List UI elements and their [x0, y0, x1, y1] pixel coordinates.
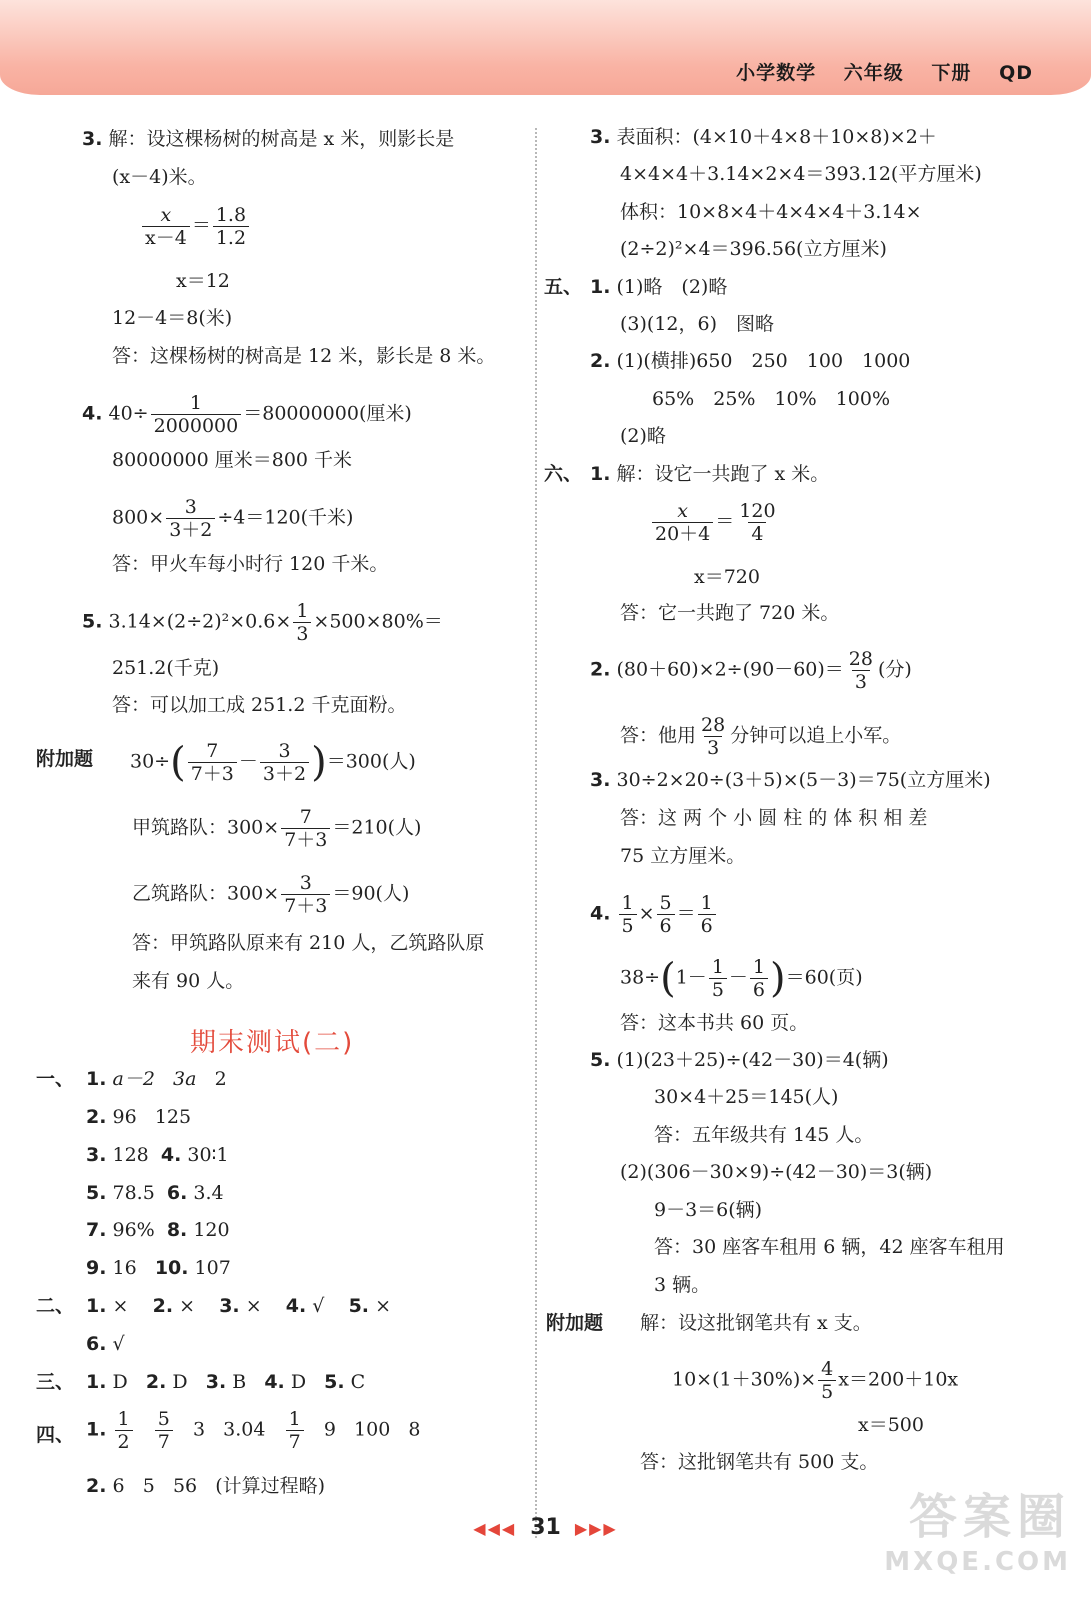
left-q3-calc: 12－4＝8(米): [112, 307, 233, 329]
left-q5-line2: 251.2(千克): [112, 657, 220, 679]
s5-q2-line2: 65% 25% 10% 100%: [652, 388, 891, 410]
s6-q4-line1: 4. $\frac{1}{5}$ × $\frac{5}{6}$ ＝ $\frac{1}{6}$: [590, 892, 718, 937]
s6-q5-line5: 9－3＝6(辆): [654, 1199, 763, 1221]
s1-row4: 5. 78.5 6. 3.4: [86, 1182, 224, 1204]
left-q3-line1: 3. 解：设这棵杨树的树高是 x 米，则影长是: [82, 128, 455, 150]
s6-q4-answer: 答：这本书共 60 页。: [620, 1012, 809, 1034]
left-q4-line1: 4. 40÷ $\frac{1}{2000000}$ ＝80000000(厘米): [82, 392, 412, 437]
s6-q4-line2: 38÷(1－ $\frac{1}{5}$ － $\frac{1}{6}$ )＝60(页): [620, 955, 863, 1002]
s4-label: 四、: [36, 1424, 75, 1446]
s1-label: 一、: [36, 1068, 75, 1090]
s6-q2-answer: 答：他用 $\frac{28}{3}$ 分钟可以追上小军。: [620, 714, 902, 759]
page-number: 31: [530, 1515, 561, 1540]
next-arrows-icon: ▶▶▶: [574, 1519, 618, 1538]
s5-q1-line1: 1. (1)略 (2)略: [590, 276, 728, 298]
left-q3-answer: 答：这棵杨树的树高是 12 米，影长是 8 米。: [112, 345, 496, 367]
left-q3-line2: (x－4)米。: [112, 166, 207, 188]
watermark: [884, 1478, 1071, 1577]
watermark-logo: 答案圈: [908, 1489, 1071, 1545]
s1-row5: 7. 96% 8. 120: [86, 1219, 230, 1241]
right-q3-line4: (2÷2)²×4＝396.56(立方厘米): [620, 238, 887, 260]
left-extra-line2: 甲筑路队：300× $\frac{7}{7+3}$ ＝210(人): [132, 806, 422, 851]
s6-q5-line6: 答：30 座客车租用 6 辆，42 座客车租用: [654, 1236, 1005, 1258]
s2-label: 二、: [36, 1295, 75, 1317]
s6-q5-line4: (2)(306－30×9)÷(42－30)＝3(辆): [620, 1161, 933, 1183]
s4-row2: 2. 6 5 56 (计算过程略): [86, 1475, 326, 1497]
right-extra-answer: 答：这批钢笔共有 500 支。: [640, 1451, 879, 1473]
s6-q2-line1: 2. (80＋60)×2÷(90－60)＝ $\frac{28}{3}$ (分): [590, 648, 912, 693]
right-extra-line2: 10×(1＋30%)× $\frac{4}{5}$ x＝200＋10x: [672, 1358, 959, 1403]
s1-row3: 3. 128 4. 30∶1: [86, 1144, 229, 1166]
left-q3-solution: x＝12: [176, 270, 230, 292]
s2-row2: 6. √: [86, 1333, 125, 1355]
s6-q1-line1: 1. 解：设它一共跑了 x 米。: [590, 463, 830, 485]
right-extra-label: 附加题: [546, 1312, 604, 1334]
s6-q1-answer: 答：它一共跑了 720 米。: [620, 602, 840, 624]
edition: QD: [999, 62, 1033, 84]
s6-q5-line2: 30×4＋25＝145(人): [654, 1086, 839, 1108]
prev-arrows-icon: ◀◀◀: [473, 1519, 517, 1538]
s6-q5-line1: 5. (1)(23＋25)÷(42－30)＝4(辆): [590, 1049, 889, 1071]
s6-q1-solution: x＝720: [694, 566, 760, 588]
left-q5-answer: 答：可以加工成 251.2 千克面粉。: [112, 694, 407, 716]
watermark-url: MXQE.COM: [884, 1547, 1071, 1577]
header-text: [716, 58, 1033, 85]
left-extra-label: 附加题: [36, 748, 94, 770]
left-q4-line3: 800× $\frac{3}{3+2}$ ÷4＝120(千米): [112, 496, 354, 541]
left-extra-answer1: 答：甲筑路队原来有 210 人，乙筑路队原: [132, 932, 485, 954]
s1-row1: 1. a－2 3a 2: [86, 1068, 227, 1090]
right-q3-line2: 4×4×4＋3.14×2×4＝393.12(平方厘米): [620, 163, 982, 185]
subject: 小学数学: [736, 62, 817, 84]
s6-q1-proportion: $\frac{x}{20+4}$ ＝ $\frac{120}{4}$: [650, 500, 781, 545]
s2-row1: 1. × 2. × 3. × 4. √ 5. ×: [86, 1295, 391, 1317]
s6-q5-line3: 答：五年级共有 145 人。: [654, 1124, 874, 1146]
left-q3-proportion: $\frac{x}{x-4}$ ＝ $\frac{1.8}{1.2}$: [140, 204, 251, 249]
left-extra-line3: 乙筑路队：300× $\frac{3}{7+3}$ ＝90(人): [132, 872, 410, 917]
s3-label: 三、: [36, 1371, 75, 1393]
left-extra-line1: 30÷( $\frac{7}{7+3}$ － $\frac{3}{3+2}$ )＝300(人): [130, 739, 416, 786]
column-divider: [535, 128, 537, 1538]
grade: 六年级: [843, 62, 904, 84]
s6-q3-line1: 3. 30÷2×20÷(3＋5)×(5－3)＝75(立方厘米): [590, 769, 991, 791]
right-extra-line3: x＝500: [858, 1414, 924, 1436]
right-q3-line3: 体积：10×8×4＋4×4×4＋3.14×: [620, 201, 922, 223]
left-extra-answer2: 来有 90 人。: [132, 970, 245, 992]
s5-q1-line2: (3)(12，6) 图略: [620, 313, 775, 335]
left-q4-answer: 答：甲火车每小时行 120 千米。: [112, 553, 389, 575]
s1-row2: 2. 96 125: [86, 1106, 192, 1128]
s5-q2-line1: 2. (1)(横排)650 250 100 1000: [590, 350, 911, 372]
s5-q2-line3: (2)略: [620, 425, 666, 447]
left-q5-line1: 5. 3.14×(2÷2)²×0.6× $\frac{1}{3}$ ×500×80%＝: [82, 600, 443, 645]
s6-q3-answer2: 75 立方厘米。: [620, 845, 746, 867]
section-title: 期末测试(二): [190, 1028, 355, 1058]
left-q4-line2: 80000000 厘米＝800 千米: [112, 449, 353, 471]
volume: 下册: [931, 62, 972, 84]
s6-q3-answer1: 答：这 两 个 小 圆 柱 的 体 积 相 差: [620, 807, 928, 829]
right-q3-line1: 3. 表面积：(4×10＋4×8＋10×8)×2＋: [590, 126, 937, 148]
s6-label: 六、: [544, 463, 583, 485]
s4-row1: 1. $\frac{1}{2}$ $\frac{5}{7}$ 3 3.04 $\frac{1}{7}$ 9 100 8: [86, 1408, 421, 1453]
s3-row: 1. D 2. D 3. B 4. D 5. C: [86, 1371, 366, 1393]
right-extra-line1: 解：设这批钢笔共有 x 支。: [640, 1312, 872, 1334]
s1-row6: 9. 16 10. 107: [86, 1257, 231, 1279]
s5-label: 五、: [544, 276, 583, 298]
s6-q5-line7: 3 辆。: [654, 1274, 711, 1296]
